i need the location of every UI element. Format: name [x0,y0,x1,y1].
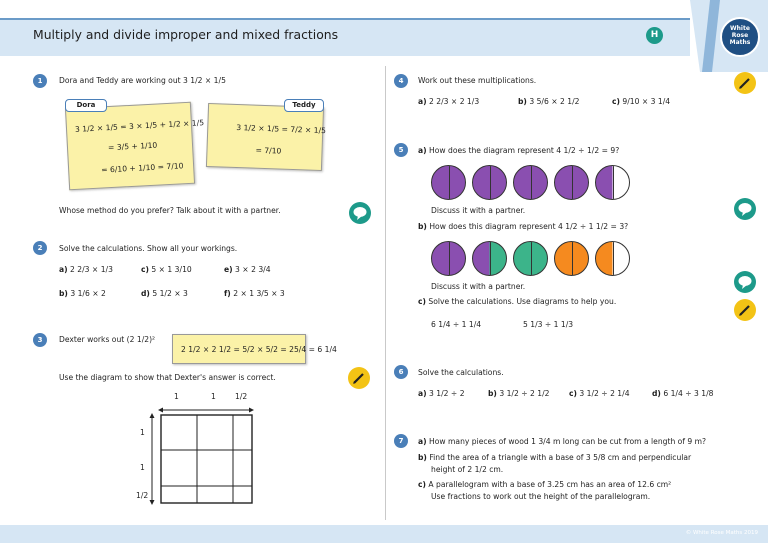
pencil-icon [734,72,756,94]
teddy-line: = 7/10 [255,145,282,156]
question-number: 1 [33,74,47,88]
question-prompt: Use the diagram to show that Dexter's answer is correct. [59,373,276,382]
page-title: Multiply and divide improper and mixed fractions [33,27,339,42]
part-item: a) How many pieces of wood 1 3/4 m long can be cut from a length of 9 m? [418,437,707,446]
grid-side-label: 1 [140,463,145,472]
question-text: Dexter works out (2 1/2)² [59,335,156,344]
part-item: b) How does this diagram represent 4 1/2 ÷ 1 1/2 = 3? [418,222,629,231]
whole-circle [472,241,507,276]
logo-line: Maths [729,39,751,46]
part-item: b) 3 1/6 × 2 [59,289,106,298]
copyright: © White Rose Maths 2019 [685,530,758,536]
half-circle [595,241,630,276]
logo-line: Rose [731,32,749,39]
part-item: d) 6 1/4 ÷ 3 1/8 [652,389,714,398]
whole-circle [554,241,589,276]
logo-line: White [730,25,750,32]
dora-note [65,102,205,190]
dora-tag: Dora [65,99,107,112]
speech-bubble-icon [349,202,371,224]
dexter-working: 2 1/2 × 2 1/2 = 5/2 × 5/2 = 25/4 = 6 1/4 [181,345,337,354]
whole-circle [431,165,466,200]
whole-circle [472,165,507,200]
part-item: a) How does the diagram represent 4 1/2 ÷ 1/2 = 9? [418,146,620,155]
half-circle [595,165,630,200]
grid-top-label: 1/2 [235,392,248,401]
whole-circle [513,165,548,200]
part-item: c) 3 1/2 ÷ 2 1/4 [569,389,630,398]
whole-circle [431,241,466,276]
teddy-note [206,103,327,171]
grid-side-label: 1/2 [136,491,149,500]
question-text: Solve the calculations. Show all your workings. [59,244,238,253]
logo [720,17,760,57]
part-item: b) 3 5/6 × 2 1/2 [518,97,580,106]
teddy-tag: Teddy [284,99,324,112]
question-number: 3 [33,333,47,347]
part-item: a) 2 2/3 × 1/3 [59,265,113,274]
column-divider [385,66,386,520]
part-item-continued: height of 2 1/2 cm. [431,465,504,474]
question-text: Dora and Teddy are working out 3 1/2 × 1/5 [59,76,226,85]
discuss-text: Discuss it with a partner. [431,282,526,291]
question-text: Work out these multiplications. [418,76,537,85]
part-item: c) A parallelogram with a base of 3.25 cm has an area of 12.6 cm² [418,480,672,489]
dora-line: 3 1/2 × 1/5 = 3 × 1/5 + 1/2 × 1/5 [74,118,205,134]
part-item-continued: Use fractions to work out the height of the parallelogram. [431,492,651,501]
speech-bubble-icon [734,271,756,293]
dexter-note [172,334,337,364]
part-item: b) Find the area of a triangle with a base of 3 5/8 cm and perpendicular [418,453,692,462]
grid-side-label: 1 [140,428,145,437]
pencil-icon [348,367,370,389]
speech-bubble-icon [734,198,756,220]
calc-item: 5 1/3 ÷ 1 1/3 [523,320,574,329]
question-number: 4 [394,74,408,88]
part-item: c) 5 × 1 3/10 [141,265,192,274]
pencil-icon [734,299,756,321]
whole-circle [554,165,589,200]
question-number: 5 [394,143,408,157]
part-item: f) 2 × 1 3/5 × 3 [224,289,285,298]
circles-diagram-a [431,165,641,202]
discuss-text: Discuss it with a partner. [431,206,526,215]
part-item: b) 3 1/2 ÷ 2 1/2 [488,389,550,398]
part-item: c) 9/10 × 3 1/4 [612,97,671,106]
part-item: a) 2 2/3 × 2 1/3 [418,97,480,106]
grid-top-label: 1 [174,392,179,401]
part-item: a) 3 1/2 ÷ 2 [418,389,465,398]
question-number: 2 [33,241,47,255]
dora-line: = 6/10 + 1/10 = 7/10 [100,161,184,175]
question-prompt: Whose method do you prefer? Talk about it with a partner. [59,206,281,215]
grid-top-label: 1 [211,392,216,401]
part-item: e) 3 × 2 3/4 [224,265,271,274]
dora-line: = 3/5 + 1/10 [107,140,158,153]
question-number: 6 [394,365,408,379]
question-text: Solve the calculations. [418,368,504,377]
footer-bar [0,525,768,543]
whole-circle [513,241,548,276]
calc-item: 6 1/4 ÷ 1 1/4 [431,320,482,329]
question-number: 7 [394,434,408,448]
part-item: d) 5 1/2 × 3 [141,289,188,298]
level-badge: H [646,27,663,44]
grid-diagram [130,390,260,510]
teddy-line: 3 1/2 × 1/5 = 7/2 × 1/5 [236,122,327,136]
part-item: c) Solve the calculations. Use diagrams to help you. [418,297,617,306]
circles-diagram-b [431,241,641,278]
